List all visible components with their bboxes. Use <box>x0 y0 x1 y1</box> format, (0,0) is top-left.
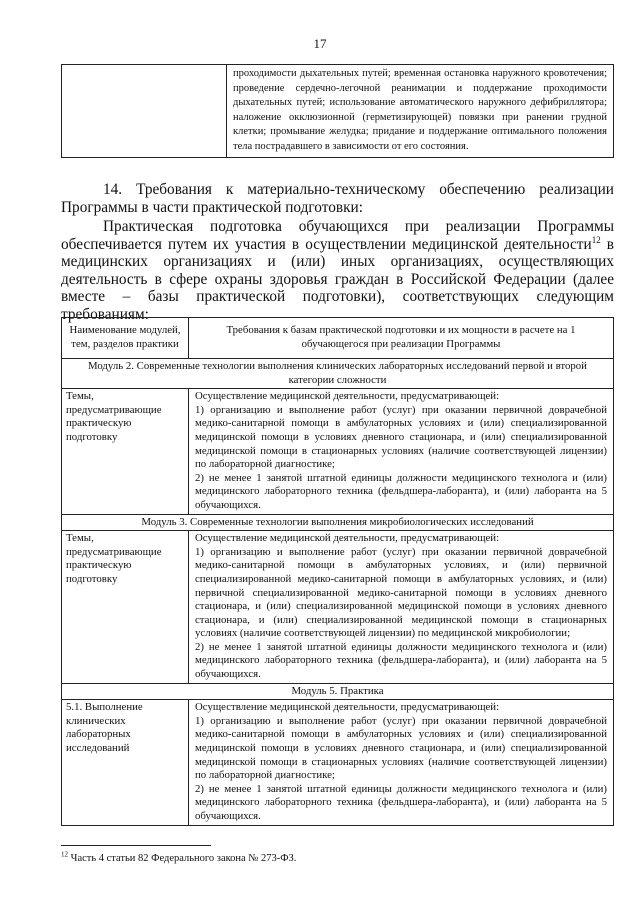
footnote-divider <box>61 845 211 846</box>
table-row <box>62 65 614 158</box>
table-cell-text: проходимости дыхательных путей; временная остановка наружного кровотечения; проведение сердечно-легочной реанимации и поддержание проходимости дыхательных путей; использование автоматического наружного дефибриллятора; наложение окклюзионной (герметизирующей) повязки при ранении грудной клетки; промывание желудка; придание и поддержание оптимального положения тела пострадавшего в зависимости от его состояния. <box>227 65 614 158</box>
paragraph-text: Практическая подготовка обучающихся при реализации Программы обеспечивается путем их участия в осуществлении медицинской деятельности <box>61 218 614 253</box>
requirement-cell: Осуществление медицинской деятельности, предусматривающей: 1) организацию и выполнение работ (услуг) при оказании первичной доврачебной медико-санитарной помощи в амбулаторных условиях, и (или) первичной специализированной медико-санитарной помощи в амбулаторных условиях, и (или) первичной специализированной медико-санитарной помощи в условиях дневного стационара, и (или) специализированной медицинской помощи в условиях дневного стационара, и (или) специализированной медицинской помощи в стационарных условиях (наличие соответствующей лицензии) по медицинской микробиологии; 2) не менее 1 занятой штатной единицы должности медицинского технолога и (или) медицинского лабораторного техника (фельдшера-лаборанта), и (или) лаборанта на 5 обучающихся. <box>189 531 614 684</box>
topic-cell: 5.1. Выполнение клинических лабораторных исследований <box>62 700 189 825</box>
header-col-modules: Наименование модулей, тем, разделов практики <box>62 318 189 359</box>
section-heading <box>61 181 614 216</box>
module-title: Модуль 2. Современные технологии выполнения клинических лабораторных исследований первой и второй категории сложности <box>62 359 614 389</box>
footnote-number: 12 <box>61 850 68 859</box>
continued-table <box>61 64 614 158</box>
table-row <box>62 389 614 514</box>
section-heading-line1: 14. Требования к материально-техническому обеспечению реализации <box>103 181 614 198</box>
requirement-cell: Осуществление медицинской деятельности, предусматривающей: 1) организацию и выполнение работ (услуг) при оказании первичной доврачебной медико-санитарной помощи в амбулаторных условиях и (или) специализированной медицинской помощи в условиях дневного стационара, и (или) специализированной медицинской помощи в стационарных условиях (наличие соответствующей лицензии) по лабораторной диагностике; 2) не менее 1 занятой штатной единицы должности медицинского технолога и (или) медицинского лабораторного техника (фельдшера-лаборанта), и (или) лаборанта на 5 обучающихся. <box>189 700 614 825</box>
table-header-row <box>62 318 614 359</box>
page-number: 17 <box>313 36 327 51</box>
module-title-row <box>62 514 614 531</box>
requirements-table <box>61 317 614 826</box>
module-title-row <box>62 683 614 700</box>
topic-cell: Темы, предусматривающие практическую подготовку <box>62 389 189 514</box>
header-col-requirements: Требования к базам практической подготовки и их мощности в расчете на 1 обучающегося при реализации Программы <box>189 318 614 359</box>
paragraph-text-cont: в медицинских организациях и (или) иных организациях, осуществляющих деятельность в сфере охраны здоровья граждан в Российской Федерации (далее вместе – базы практической подготовки), соответствующих следующим требованиям: <box>61 235 614 323</box>
topic-cell: Темы, предусматривающие практическую подготовку <box>62 531 189 684</box>
body-paragraph <box>61 218 614 323</box>
table-row <box>62 531 614 684</box>
footnote-mark: 12 <box>591 234 601 245</box>
module-title-row <box>62 359 614 389</box>
requirement-cell: Осуществление медицинской деятельности, предусматривающей: 1) организацию и выполнение работ (услуг) при оказании первичной доврачебной медико-санитарной помощи в амбулаторных условиях и (или) специализированной медицинской помощи в условиях дневного стационара, и (или) специализированной медицинской помощи в стационарных условиях (наличие соответствующей лицензии) по лабораторной диагностике; 2) не менее 1 занятой штатной единицы должности медицинского технолога и (или) медицинского лабораторного техника (фельдшера-лаборанта), и (или) лаборанта на 5 обучающихся. <box>189 389 614 514</box>
table-cell-empty <box>62 65 227 158</box>
footnote <box>61 850 297 864</box>
footnote-text: Часть 4 статьи 82 Федерального закона № 273-ФЗ. <box>68 853 297 864</box>
module-title: Модуль 3. Современные технологии выполнения микробиологических исследований <box>62 514 614 531</box>
section-heading-line2: Программы в части практической подготовки: <box>61 198 363 216</box>
module-title: Модуль 5. Практика <box>62 683 614 700</box>
table-row <box>62 700 614 825</box>
